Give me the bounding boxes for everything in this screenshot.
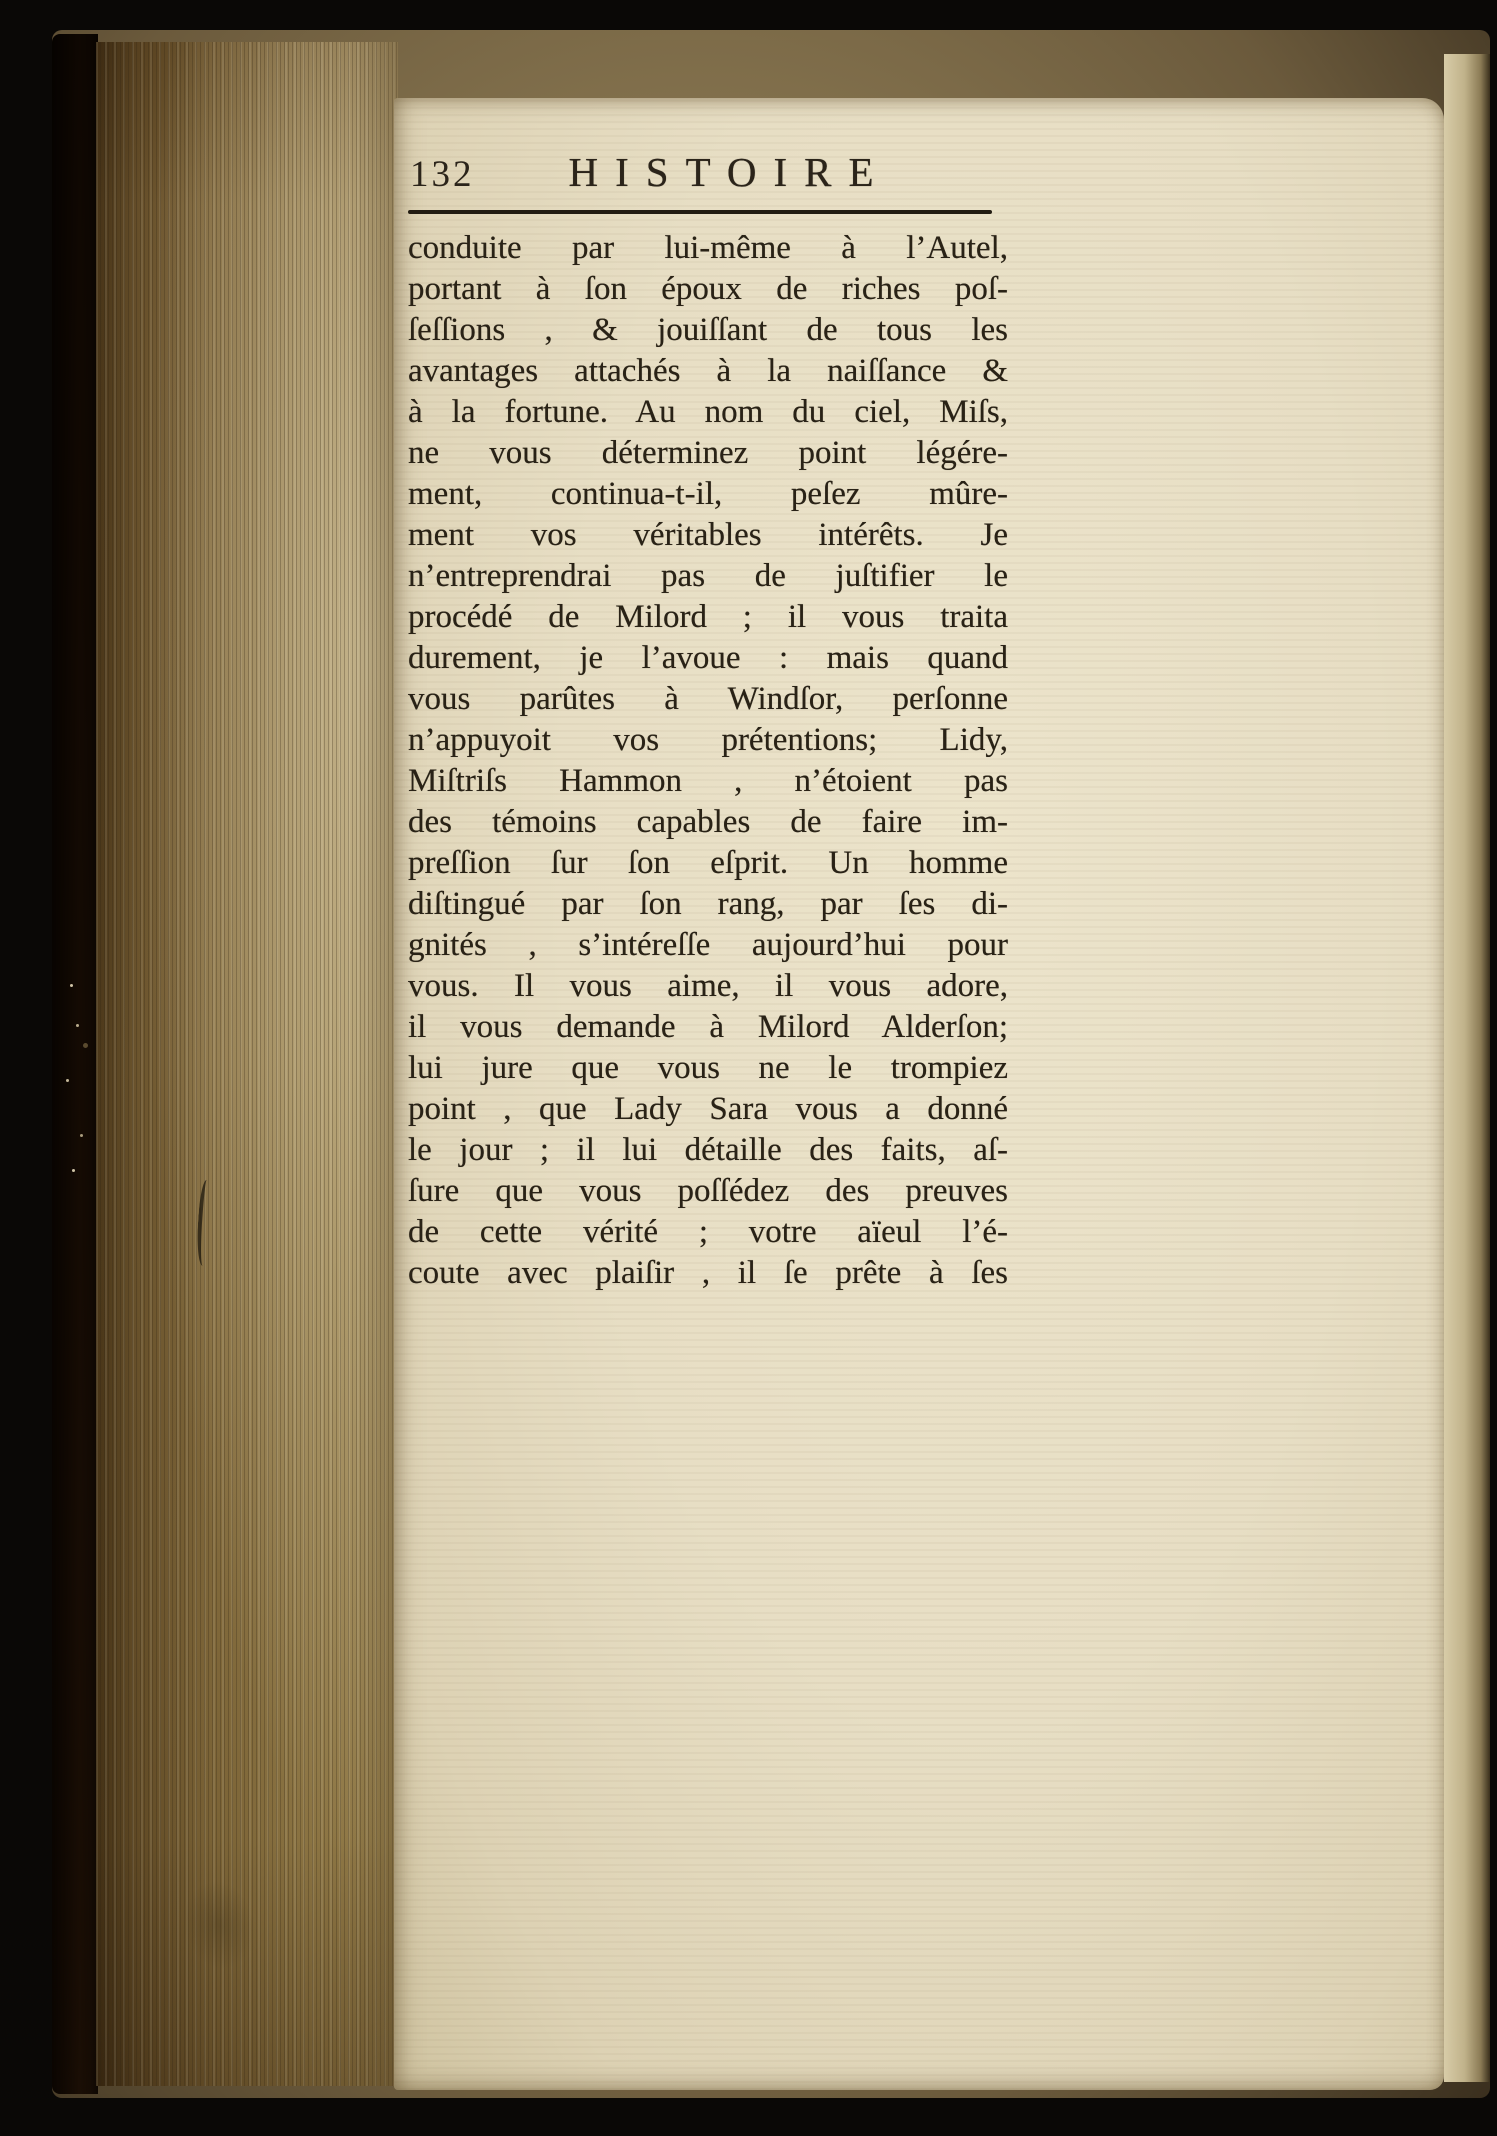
text-line: des témoins capables de faire im- [408, 804, 1008, 840]
text-line: Miſtriſs Hammon , n’étoient pas [408, 763, 1008, 799]
smudge-mark [175, 1874, 262, 1977]
ink-mark [195, 1180, 215, 1267]
text-line: gnités , s’intéreſſe aujourd’hui pour [408, 927, 1008, 963]
page-header [410, 148, 1428, 196]
text-line: ſeſſions , & jouiſſant de tous les [408, 312, 1008, 348]
book-page [394, 98, 1444, 2090]
gutter-shadow [352, 42, 398, 2086]
text-line: à la fortune. Au nom du ciel, Miſs, [408, 394, 1008, 430]
text-line: preſſion ſur ſon eſprit. Un homme [408, 845, 1008, 881]
text-line: diſtingué par ſon rang, par ſes di- [408, 886, 1008, 922]
text-line: il vous demande à Milord Alderſon; [408, 1009, 1008, 1045]
text-line: avantages attachés à la naiſſance & [408, 353, 1008, 389]
text-line: portant à ſon époux de riches poſ- [408, 271, 1008, 307]
running-title: HISTOIRE [568, 149, 891, 195]
text-line: point , que Lady Sara vous a donné [408, 1091, 1008, 1127]
text-line: vous parûtes à Windſor, perſonne [408, 681, 1008, 717]
text-line: n’appuyoit vos prétentions; Lidy, [408, 722, 1008, 758]
text-line: durement, je l’avoue : mais quand [408, 640, 1008, 676]
text-line: ment, continua-t-il, peſez mûre- [408, 476, 1008, 512]
book-spine [52, 34, 98, 2094]
dust-specks [70, 984, 73, 987]
text-line: procédé de Milord ; il vous traita [408, 599, 1008, 635]
text-line: ne vous déterminez point légére- [408, 435, 1008, 471]
text-line: n’entreprendrai pas de juſtifier le [408, 558, 1008, 594]
text-line: ſure que vous poſſédez des preuves [408, 1173, 1008, 1209]
page-number: 132 [410, 154, 475, 195]
page-edges [96, 42, 398, 2086]
next-page-edge [1444, 54, 1490, 2082]
text-line: ment vos véritables intérêts. Je [408, 517, 1008, 553]
text-line: conduite par lui-même à l’Autel, [408, 230, 1008, 266]
book [52, 30, 1490, 2098]
text-line: de cette vérité ; votre aïeul l’é- [408, 1214, 1008, 1250]
text-line: lui jure que vous ne le trompiez [408, 1050, 1008, 1086]
text-line: vous. Il vous aime, il vous adore, [408, 968, 1008, 1004]
text-line: le jour ; il lui détaille des faits, aſ- [408, 1132, 1008, 1168]
body-text [408, 228, 1008, 1294]
text-line: coute avec plaiſir , il ſe prête à ſes [408, 1255, 1008, 1291]
header-rule [408, 210, 992, 214]
